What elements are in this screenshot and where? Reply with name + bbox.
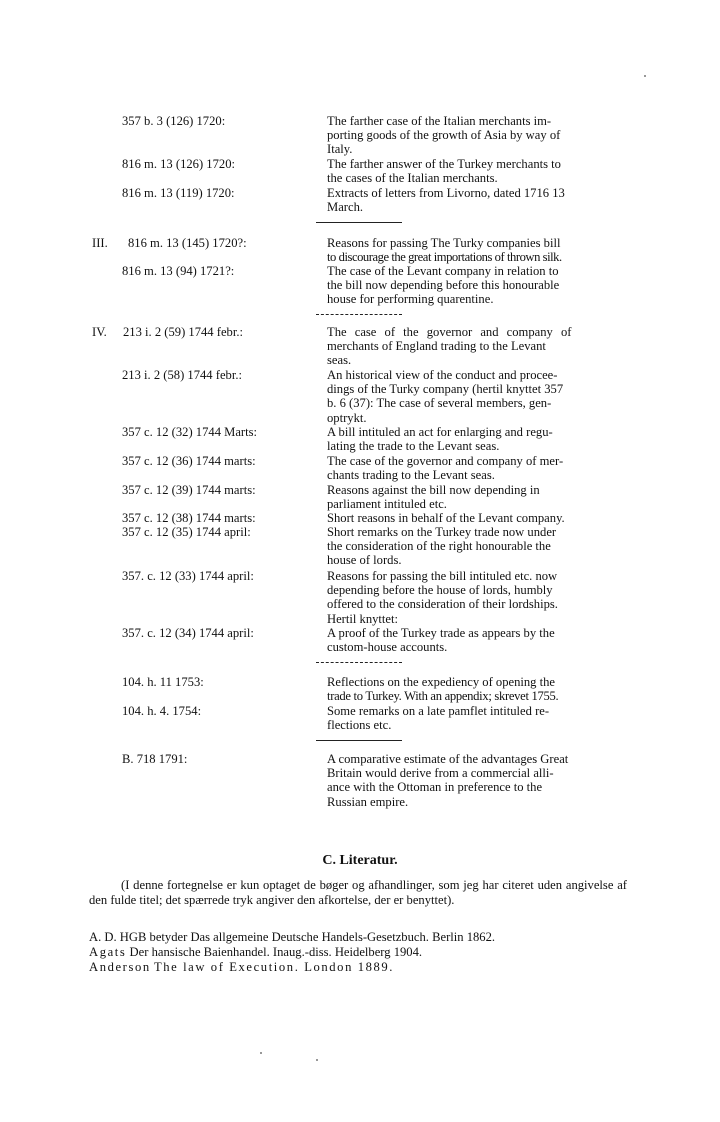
entry-line: to discourage the great importations of thrown silk. <box>327 250 562 265</box>
entry-line: parliament intituled etc. <box>327 497 447 512</box>
entry-line: the consideration of the right honourable the <box>327 539 551 554</box>
entry-title <box>327 325 627 368</box>
entry-line: house of lords. <box>327 553 402 568</box>
entry-line: house for performing quarentine. <box>327 292 494 307</box>
entry-line: The case of the governor and company of mer- <box>327 454 564 468</box>
entry-line: dings of the Turky company (hertil knyttet 357 <box>327 382 564 397</box>
section-divider <box>316 662 402 663</box>
section-numeral: III. <box>92 236 108 250</box>
entry-line: The case of the governor and company of <box>327 325 572 339</box>
entry-line: Short remarks on the Turkey trade now under <box>327 525 557 539</box>
section-divider <box>316 314 402 315</box>
shelfmark: 357 c. 12 (38) 1744 marts: <box>122 511 256 525</box>
entry-line: chants trading to the Levant seas. <box>327 468 495 483</box>
shelfmark: 816 m. 13 (94) 1721?: <box>122 264 235 278</box>
entry-line: depending before the house of lords, humbly <box>327 583 553 598</box>
entry-line: trade to Turkey. With an appendix; skrevet 1755. <box>327 689 559 704</box>
entry-line: A bill intituled an act for enlarging and regu- <box>327 425 553 439</box>
shelfmark: 104. h. 11 1753: <box>122 675 204 689</box>
entry-title <box>327 675 627 703</box>
entry-title <box>327 236 627 264</box>
scan-speck <box>316 1059 318 1061</box>
entry-line: optrykt. <box>327 410 367 425</box>
entry-title <box>327 626 627 654</box>
scan-speck <box>260 1052 262 1054</box>
entry-title <box>327 483 627 511</box>
intro-note: (I denne fortegnelse er kun optaget de bøger og afhandlinger, som jeg har citeret uden angivelse af den fulde titel; det spærrede tryk angiver den afkortelse, der er benyttet). <box>89 878 627 907</box>
entry-line: Reasons for passing The Turky companies bill <box>327 236 561 250</box>
entry-line: custom-house accounts. <box>327 640 448 655</box>
shelfmark: 816 m. 13 (119) 1720: <box>122 186 235 200</box>
entry-line: The farther case of the Italian merchants im- <box>327 114 552 128</box>
scan-speck <box>644 75 646 77</box>
shelfmark: 357 c. 12 (35) 1744 april: <box>122 525 251 539</box>
entry-line: Reasons for passing the bill intituled etc. now <box>327 569 558 583</box>
entry-line: Some remarks on a late pamflet intituled re- <box>327 704 550 718</box>
entry-line: Reflections on the expediency of opening the <box>327 675 556 689</box>
literature-item <box>89 960 394 975</box>
entry-line: A proof of the Turkey trade as appears by the <box>327 626 555 640</box>
entry-title <box>327 525 627 568</box>
shelfmark: 816 m. 13 (126) 1720: <box>122 157 235 171</box>
section-heading: C. Literatur. <box>322 853 398 868</box>
entry-line: March. <box>327 200 364 215</box>
entry-line: Reasons against the bill now depending in <box>327 483 540 497</box>
entry-line: the bill now depending before this honourable <box>327 278 560 293</box>
entry-line: flections etc. <box>327 718 392 733</box>
entry-line: offered to the consideration of their lordships. <box>327 597 558 612</box>
entry-line: ance with the Ottoman in preference to the <box>327 780 543 795</box>
literature-text: The law of Execution. London 1889. <box>153 960 395 974</box>
entry-line: Extracts of letters from Livorno, dated 1716 13 <box>327 186 565 200</box>
shelfmark: 816 m. 13 (145) 1720?: <box>128 236 247 250</box>
entry-title <box>327 454 627 482</box>
entry-title <box>327 425 627 453</box>
section-divider <box>316 740 402 741</box>
shelfmark: B. 718 1791: <box>122 752 188 766</box>
entry-line: A comparative estimate of the advantages Great <box>327 752 569 766</box>
section-divider <box>316 222 402 223</box>
entry-line: Italy. <box>327 142 353 157</box>
entry-line: merchants of England trading to the Levant <box>327 339 546 354</box>
entry-title <box>327 264 627 307</box>
shelfmark: 357 b. 3 (126) 1720: <box>122 114 226 128</box>
shelfmark: 357 c. 12 (39) 1744 marts: <box>122 483 256 497</box>
entry-line: Hertil knyttet: <box>327 611 398 626</box>
entry-title <box>327 569 627 626</box>
entry-line: Short reasons in behalf of the Levant company. <box>327 511 565 525</box>
entry-line: porting goods of the growth of Asia by way of <box>327 128 561 143</box>
literature-abbr: A. D. HGB <box>89 930 147 944</box>
entry-line: Britain would derive from a commercial alli- <box>327 766 554 781</box>
shelfmark: 213 i. 2 (59) 1744 febr.: <box>123 325 243 339</box>
section-numeral: IV. <box>92 325 107 339</box>
entry-title <box>327 186 627 214</box>
entry-line: lating the trade to the Levant seas. <box>327 439 500 454</box>
entry-title <box>327 511 627 525</box>
shelfmark: 104. h. 4. 1754: <box>122 704 202 718</box>
entry-title <box>327 704 627 732</box>
shelfmark: 357 c. 12 (32) 1744 Marts: <box>122 425 258 439</box>
literature-item <box>89 945 422 960</box>
entry-title <box>327 752 627 809</box>
literature-text: Der hansische Baienhandel. Inaug.-diss. Heidelberg 1904. <box>129 945 423 959</box>
entry-title <box>327 114 627 157</box>
entry-line: The farther answer of the Turkey merchants to <box>327 157 561 171</box>
entry-line: An historical view of the conduct and procee- <box>327 368 558 382</box>
shelfmark: 357. c. 12 (33) 1744 april: <box>122 569 254 583</box>
literature-abbr: Anderson <box>89 960 151 974</box>
entry-title <box>327 157 627 185</box>
entry-line: the cases of the Italian merchants. <box>327 171 498 186</box>
entry-line: The case of the Levant company in relation to <box>327 264 559 278</box>
literature-item <box>89 930 495 945</box>
literature-text: betyder Das allgemeine Deutsche Handels-Gesetzbuch. Berlin 1862. <box>149 930 496 944</box>
entry-line: Russian empire. <box>327 794 409 809</box>
entry-line: b. 6 (37): The case of several members, gen- <box>327 396 552 411</box>
literature-abbr: Agats <box>89 945 127 959</box>
shelfmark: 357. c. 12 (34) 1744 april: <box>122 626 254 640</box>
shelfmark: 213 i. 2 (58) 1744 febr.: <box>122 368 242 382</box>
shelfmark: 357 c. 12 (36) 1744 marts: <box>122 454 256 468</box>
entry-title <box>327 368 627 425</box>
entry-line: seas. <box>327 353 352 368</box>
